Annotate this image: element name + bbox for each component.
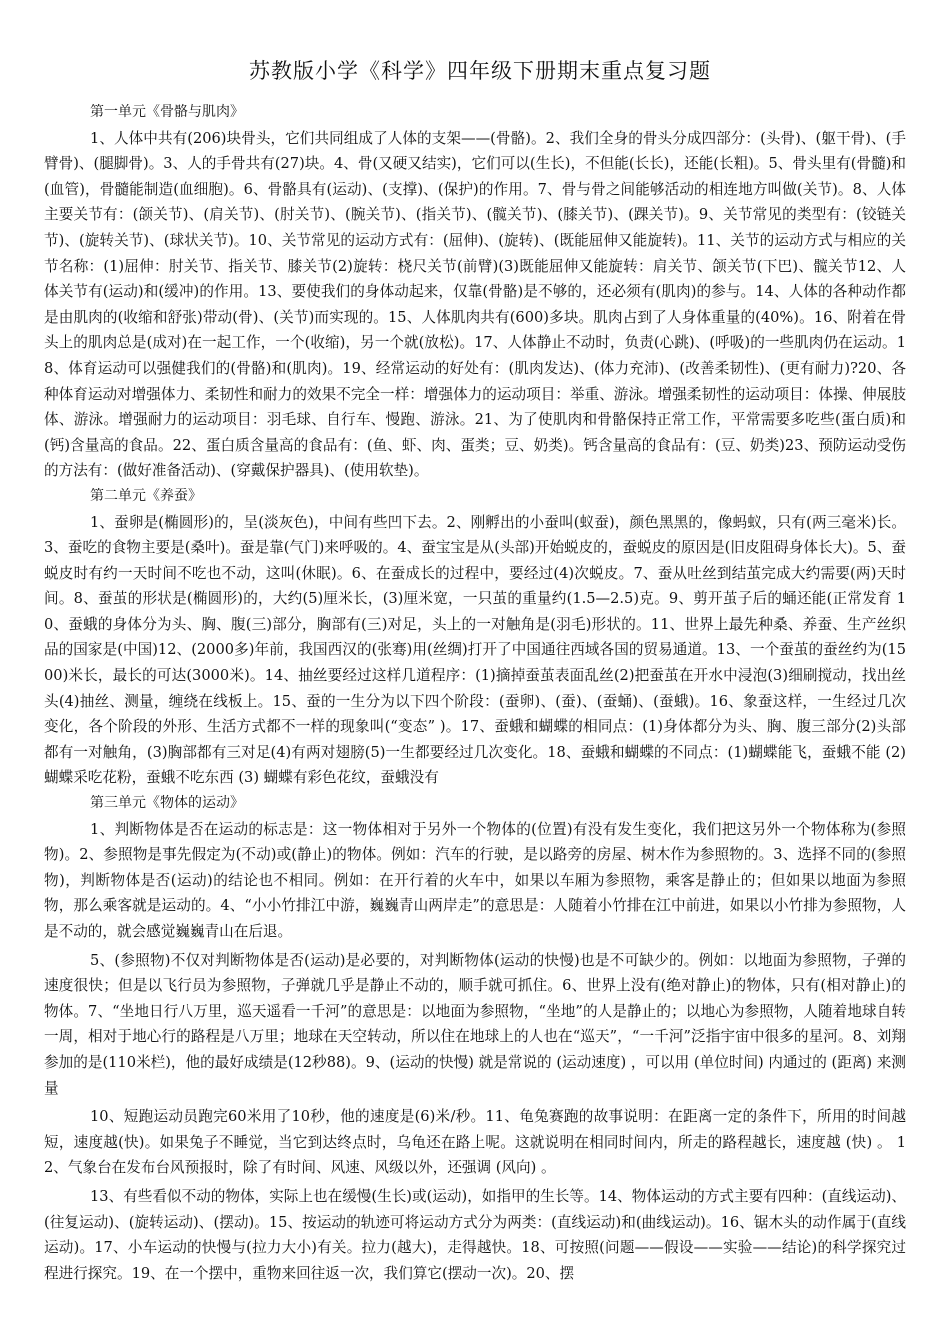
unit-3-section [44, 791, 906, 1286]
unit-1-heading: 第一单元《骨骼与肌肉》 [90, 104, 244, 120]
document-page [44, 56, 906, 1286]
unit-3-paragraph-3: 10、短跑运动员跑完60米用了10秒，他的速度是(6)米/秒。11、龟兔赛跑的故事说明：在距离一定的条件下，所用的时间越短，速度越(快)。如果兔子不睡觉，当它到达终点时，乌龟还在路上呢。这就说明在相同时间内，所走的路程越长，速度越 (快) 。 12、气象台在发布台风预报时，除了有时间、风速、风级以外，还强调 (风向) 。 [44, 1108, 906, 1177]
unit-3-paragraph-2: 5、(参照物)不仅对判断物体是否(运动)是必要的，对判断物体(运动的快慢)也是不可缺少的。例如：以地面为参照物，子弹的速度很快；但是以飞行员为参照物，子弹就几乎是静止不动的，顺手就可抓住。6、世界上没有(绝对静止)的物体，只有(相对静止)的物体。7、“坐地日行八万里，巡天遥看一千河”的意思是：以地面为参照物，“坐地”的人是静止的；以地心为参照物，人随着地球自转一周，相对于地心行的路程是八万里；地球在天空转动，所以住在地球上的人也在“巡天”，“一千河”泛指宇宙中很多的星河。8、刘翔参加的是(110米栏)，他的最好成绩是(12秒88)。9、(运动的快慢) 就是常说的 (运动速度) ，可以用 (单位时间) 内通过的 (距离) 来测量 [44, 951, 906, 1097]
unit-2-paragraph: 1、蚕卵是(椭圆形)的，呈(淡灰色)，中间有些凹下去。2、刚孵出的小蚕叫(蚁蚕)，颜色黑黑的，像蚂蚁，只有(两三毫米)长。3、蚕吃的食物主要是(桑叶)。蚕是靠(气门)来呼吸的。4、蚕宝宝是从(头部)开始蜕皮的，蚕蜕皮的原因是(旧皮阻碍身体长大)。5、蚕蜕皮时有约一天时间不吃也不动，这叫(休眠)。6、在蚕成长的过程中，要经过(4)次蜕皮。7、蚕从吐丝到结茧完成大约需要(两)天时间。8、蚕茧的形状是(椭圆形)的，大约(5)厘米长，(3)厘米宽，一只茧的重量约(1.5—2.5)克。9、剪开茧子后的蛹还能(正常发育 10、蚕蛾的身体分为头、胸、腹(三)部分，胸部有(三)对足，头上的一对触角是(羽毛)形状的。11、世界上最先种桑、养蚕、生产丝织品的国家是(中国)12、(2000多)年前，我国西汉的(张骞)用(丝绸)打开了中国通往西域各国的贸易通道。13、一个蚕茧的蚕丝约为(1500)米长，最长的可达(3000米)。14、抽丝要经过这样几道程序：(1)摘掉蚕茧表面乱丝(2)把蚕茧在开水中浸泡(3)细刷搅动，找出丝头(4)抽丝、测量，缠绕在线板上。15、蚕的一生分为以下四个阶段：(蚕卵)、(蚕)、(蚕蛹)、(蚕蛾)。16、象蚕这样，一生经过几次变化，各个阶段的外形、生活方式都不一样的现象叫(“变态” )。17、蚕蛾和蝴蝶的相同点：(1)身体都分为头、胸、腹三部分(2)头部都有一对触角，(3)胸部都有三对足(4)有两对翅膀(5)一生都要经过几次变化。18、蚕蛾和蝴蝶的不同点：(1)蝴蝶能飞，蚕蛾不能 (2) 蝴蝶采吃花粉，蚕蛾不吃东西 (3) 蝴蝶有彩色花纹，蚕蛾没有 [44, 513, 906, 787]
document-title: 苏教版小学《科学》四年级下册期末重点复习题 [249, 59, 711, 83]
unit-2-section [44, 484, 906, 791]
unit-1-paragraph: 1、人体中共有(206)块骨头，它们共同组成了人体的支架——(骨骼)。2、我们全身的骨头分成四部分：(头骨)、(躯干骨)、(手臂骨)、(腿脚骨)。3、人的手骨共有(27)块。4、骨(又硬又结实)，它们可以(生长)，不但能(长长)，还能(长粗)。5、骨头里有(骨髓)和(血管)，骨髓能制造(血细胞)。6、骨骼具有(运动)、(支撑)、(保护)的作用。7、骨与骨之间能够活动的相连地方叫做(关节)。8、人体主要关节有：(颌关节)、(肩关节)、(肘关节)、(腕关节)、(指关节)、(髋关节)、(膝关节)、(踝关节)。9、关节常见的类型有：(铰链关节)、(旋转关节)、(球状关节)。10、关节常见的运动方式有：(屈伸)、(旋转)、(既能屈伸又能旋转)。11、关节的运动方式与相应的关节名称：(1)屈伸：肘关节、指关节、膝关节(2)旋转：桡尺关节(前臂)(3)既能屈伸又能旋转：肩关节、颌关节(下巴)、髋关节12、人体关节有(运动)和(缓冲)的作用。13、要使我们的身体动起来，仅靠(骨骼)是不够的，还必须有(肌肉)的参与。14、人体的各种动作都是由肌肉的(收缩和舒张)带动(骨)、(关节)而实现的。15、人体肌肉共有(600)多块。肌肉占到了人身体重量的(40%)。16、附着在骨头上的肌肉总是(成对)在一起工作，一个(收缩)，另一个就(放松)。17、人体静止不动时，负责(心跳)、(呼吸)的一些肌肉仍在运动。18、体育运动可以强健我们的(骨骼)和(肌肉)。19、经常运动的好处有：(肌肉发达)、(体力充沛)、(改善柔韧性)、(更有耐力)?20、各种体育运动对增强体力、柔韧性和耐力的效果不完全一样：增强体力的运动项目：举重、游泳。增强柔韧性的运动项目：体操、伸展肢体、游泳。增强耐力的运动项目：羽毛球、自行车、慢跑、游泳。21、为了使肌肉和骨骼保持正常工作，平常需要多吃些(蛋白质)和(钙)含量高的食品。22、蛋白质含量高的食品有：(鱼、虾、肉、蛋类；豆、奶类)。钙含量高的食品有：(豆、奶类)23、预防运动受伤的方法有：(做好准备活动)、(穿戴保护器具)、(使用软垫)。 [44, 129, 906, 480]
unit-3-heading: 第三单元《物体的运动》 [90, 795, 244, 812]
unit-1-section [44, 100, 906, 484]
unit-2-heading: 第二单元《养蚕》 [90, 487, 202, 504]
unit-3-paragraph-1: 1、判断物体是否在运动的标志是：这一物体相对于另外一个物体的(位置)有没有发生变化，我们把这另外一个物体称为(参照物)。2、参照物是事先假定为(不动)或(静止)的物体。例如：汽车的行驶，是以路旁的房屋、树木作为参照物的。3、选择不同的(参照物)，判断物体是否(运动)的结论也不相同。例如：在开行着的火车中，如果以车厢为参照物，乘客是静止的；但如果以地面为参照物，那么乘客就是运动的。4、“小小竹排江中游，巍巍青山两岸走”的意思是：人随着小竹排在江中前进，如果以小竹排为参照物，人是不动的，就会感觉巍巍青山在后退。 [44, 820, 906, 940]
unit-3-paragraph-4: 13、有些看似不动的物体，实际上也在缓慢(生长)或(运动)，如指甲的生长等。14、物体运动的方式主要有四种：(直线运动)、(往复运动)、(旋转运动)、(摆动)。15、按运动的轨迹可将运动方式分为两类：(直线运动)和(曲线运动)。16、锯木头的动作属于(直线运动)。17、小车运动的快慢与(拉力大小)有关。拉力(越大)，走得越快。18、可按照(问题——假设——实验——结论)的科学探究过程进行探究。19、在一个摆中，重物来回往返一次，我们算它(摆动一次)。20、摆 [44, 1187, 906, 1282]
